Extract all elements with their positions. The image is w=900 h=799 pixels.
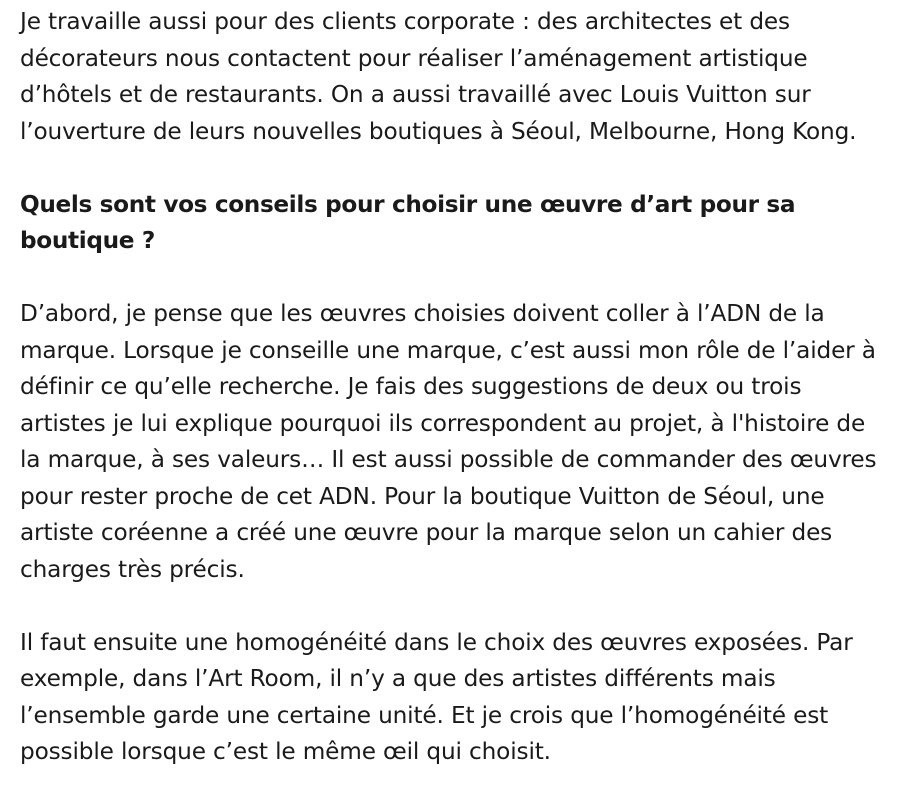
paragraph-corporate-clients: Je travaille aussi pour des clients corporate : des architectes et des décorateurs nous contactent pour réaliser l’aménagement artistique d’hôtels et de restaurants. On a aussi travaillé avec Louis Vuitton sur l’ouverture de leurs nouvelles boutiques à Séoul, Melbourne, Hong Kong. [20,8,857,145]
article-body [20,4,888,771]
interview-question: Quels sont vos conseils pour choisir une œuvre d’art pour sa boutique ? [20,190,796,254]
paragraph-homogeneity: Il faut ensuite une homogénéité dans le choix des œuvres exposées. Par exemple, dans l’Art Room, il n’y a que des artistes différents mais l’ensemble garde une certaine unité. Et je crois que l’homogénéité est possible lorsque c’est le même œil qui choisit. [20,628,853,765]
paragraph-brand-dna: D’abord, je pense que les œuvres choisies doivent coller à l’ADN de la marque. Lorsque je conseille une marque, c’est aussi mon rôle de l’aider à définir ce qu’elle recherche. Je fais des suggestions de deux ou trois artistes je lui explique pourquoi ils correspondent au projet, à l'histoire de la marque, à ses valeurs… Il est aussi possible de commander des œuvres pour rester proche de cet ADN. Pour la boutique Vuitton de Séoul, une artiste coréenne a créé une œuvre pour la marque selon un cahier des charges très précis. [20,300,877,583]
